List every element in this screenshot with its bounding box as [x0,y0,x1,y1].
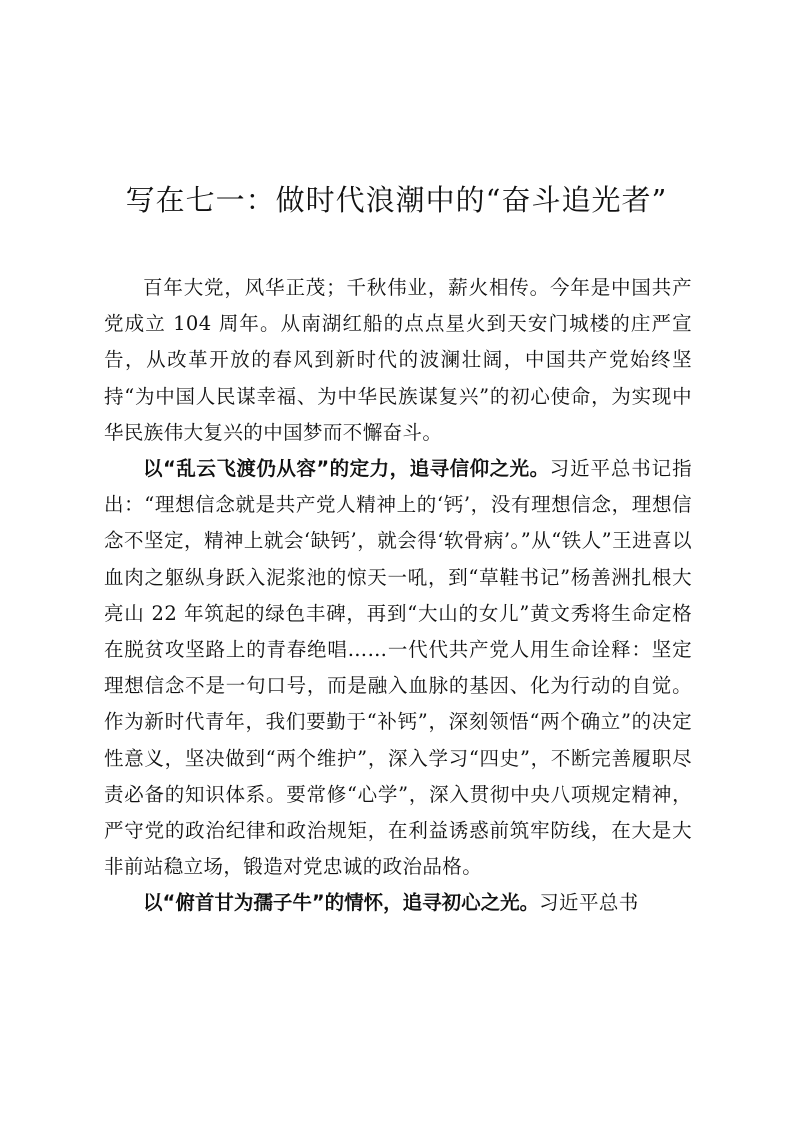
paragraph-faith [104,451,692,885]
paragraph-text: 习近平总书 [539,891,639,915]
paragraph-lead: 以“乱云飞渡仍从容”的定力，追寻信仰之光。 [143,457,550,481]
paragraph-text: 习近平总书记指出：“理想信念就是共产党人精神上的‘钙’，没有理想信念，理想信念不坚定，精神上就会‘缺钙’，就会得‘软骨病’。”从“铁人”王进喜以血肉之躯纵身跃入泥浆池的惊天一吼，到“草鞋书记”杨善洲扎根大亮山 22 年筑起的绿色丰碑，再到“大山的女儿”黄文秀将生命定格在脱贫攻坚路上的青春绝唱……一代代共产党人用生命诠释：坚定理想信念不是一句口号，而是融入血脉的基因、化为行动的自觉。作为新时代青年，我们要勤于“补钙”，深刻领悟“两个确立”的决定性意义，坚决做到“两个维护”，深入学习“四史”，不断完善履职尽责必备的知识体系。要常修“心学”，深入贯彻中央八项规定精神，严守党的政治纪律和政治规矩，在利益诱惑前筑牢防线，在大是大非前站稳立场，锻造对党忠诚的政治品格。 [104,457,692,879]
paragraph-text: 百年大党，风华正茂；千秋伟业，薪火相传。今年是中国共产党成立 104 周年。从南湖红船的点点星火到天安门城楼的庄严宣告，从改革开放的春风到新时代的波澜壮阔，中国共产党始终坚持“为中国人民谋幸福、为中华民族谋复兴”的初心使命，为实现中华民族伟大复兴的中国梦而不懈奋斗。 [104,276,692,444]
document-body [104,270,692,922]
paragraph-lead: 以“俯首甘为孺子牛”的情怀，追寻初心之光。 [143,891,540,915]
paragraph-intro [104,270,692,451]
page-title: 写在七一：做时代浪潮中的“奋斗追光者” [125,183,668,217]
paragraph-original-aspiration [104,885,692,921]
